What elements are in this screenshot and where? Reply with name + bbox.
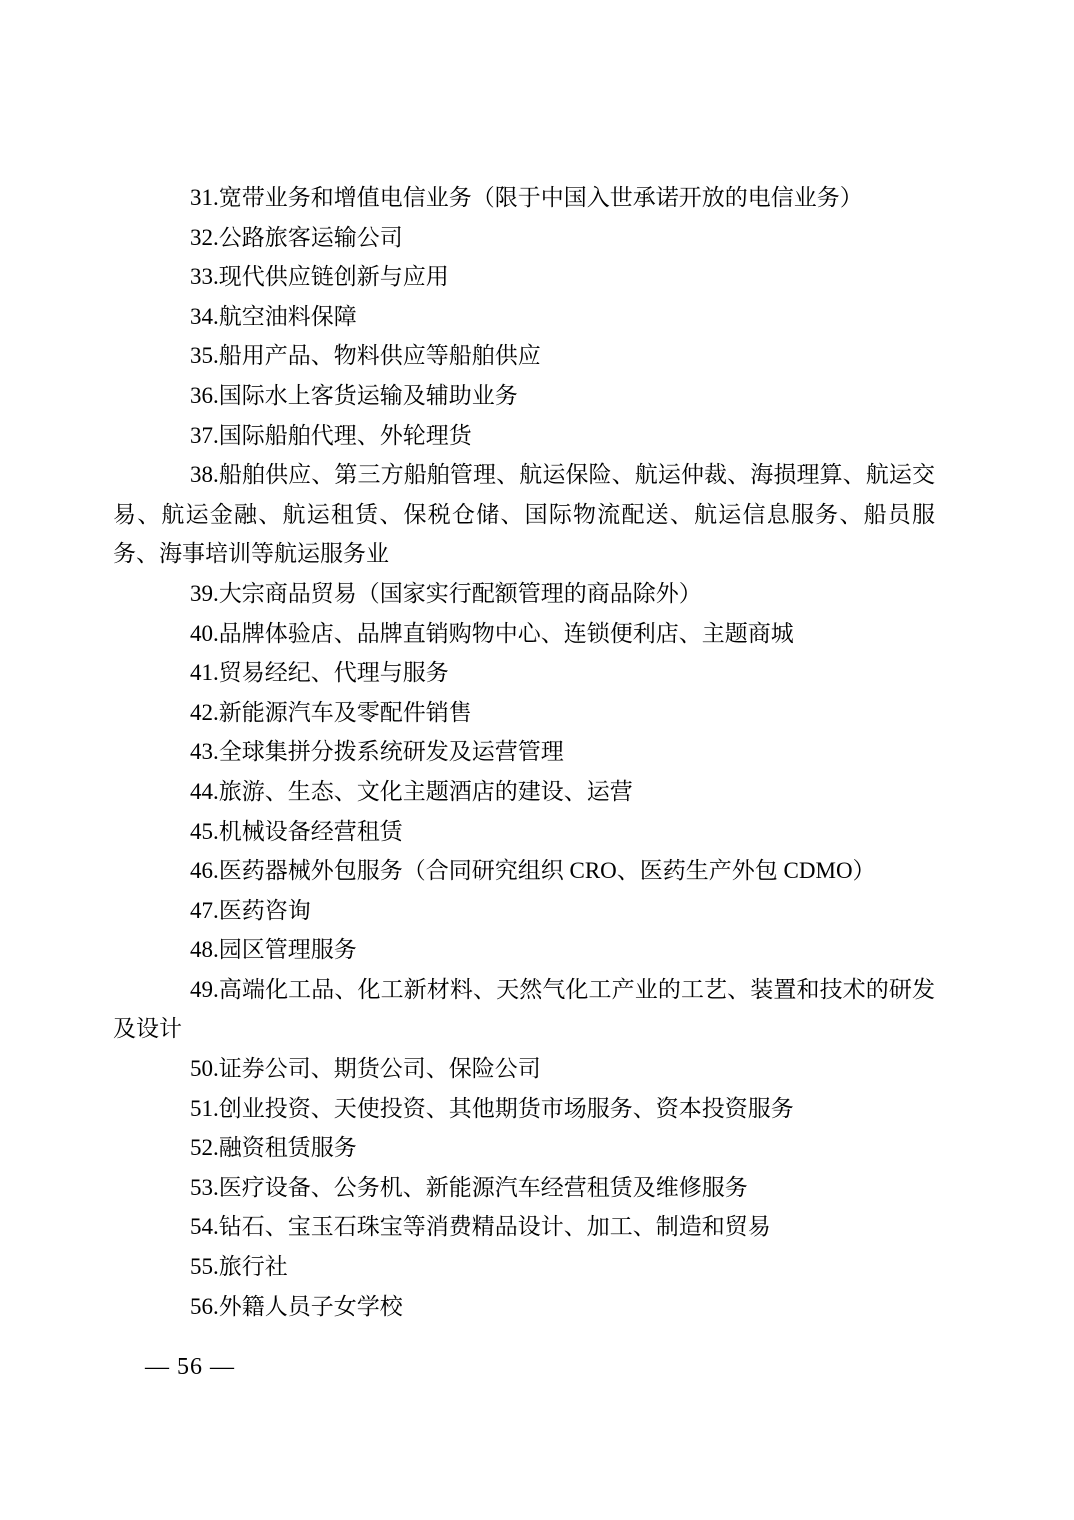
list-item: 31.宽带业务和增值电信业务（限于中国入世承诺开放的电信业务） bbox=[190, 185, 863, 210]
list-item: 51.创业投资、天使投资、其他期货市场服务、资本投资服务 bbox=[190, 1095, 794, 1121]
list-item: 40.品牌体验店、品牌直销购物中心、连锁便利店、主题商城 bbox=[190, 620, 794, 646]
list-item: 32.公路旅客运输公司 bbox=[190, 224, 403, 250]
list-item: 52.融资租赁服务 bbox=[190, 1135, 357, 1161]
list-item: 47.医药咨询 bbox=[190, 897, 311, 923]
list-item: 42.新能源汽车及零配件销售 bbox=[190, 699, 472, 725]
list-item: 46.医药器械外包服务（合同研究组织 CRO、医药生产外包 CDMO） bbox=[190, 858, 876, 884]
list-item: 56.外籍人员子女学校 bbox=[190, 1293, 403, 1319]
list-item: 45.机械设备经营租赁 bbox=[190, 818, 403, 844]
list-item: 37.国际船舶代理、外轮理货 bbox=[190, 422, 472, 448]
page-number: — 56 — bbox=[145, 1354, 235, 1380]
list-item: 34.航空油料保障 bbox=[190, 303, 357, 329]
list-item: 48.园区管理服务 bbox=[190, 937, 357, 963]
list-item: 53.医疗设备、公务机、新能源汽车经营租赁及维修服务 bbox=[190, 1174, 748, 1200]
list-item: 36.国际水上客货运输及辅助业务 bbox=[190, 382, 518, 408]
list-item: 44.旅游、生态、文化主题酒店的建设、运营 bbox=[190, 778, 633, 804]
list-item: 43.全球集拼分拨系统研发及运营管理 bbox=[190, 739, 564, 765]
list-item: 38.船舶供应、第三方船舶管理、航运保险、航运仲裁、海损理算、航运交易、航运金融、航运租赁、保税仓储、国际物流配送、航运信息服务、船员服务、海事培训等航运服务业 bbox=[113, 462, 935, 567]
list-item: 35.船用产品、物料供应等船舶供应 bbox=[190, 343, 541, 369]
numbered-list bbox=[113, 178, 935, 1326]
list-item: 50.证券公司、期货公司、保险公司 bbox=[190, 1056, 541, 1082]
list-item: 49.高端化工品、化工新材料、天然气化工产业的工艺、装置和技术的研发及设计 bbox=[113, 976, 935, 1042]
list-item: 55.旅行社 bbox=[190, 1254, 288, 1280]
list-item: 41.贸易经纪、代理与服务 bbox=[190, 660, 449, 686]
list-item: 39.大宗商品贸易（国家实行配额管理的商品除外） bbox=[190, 580, 702, 606]
list-item: 54.钻石、宝玉石珠宝等消费精品设计、加工、制造和贸易 bbox=[190, 1214, 771, 1240]
list-item: 33.现代供应链创新与应用 bbox=[190, 264, 449, 290]
